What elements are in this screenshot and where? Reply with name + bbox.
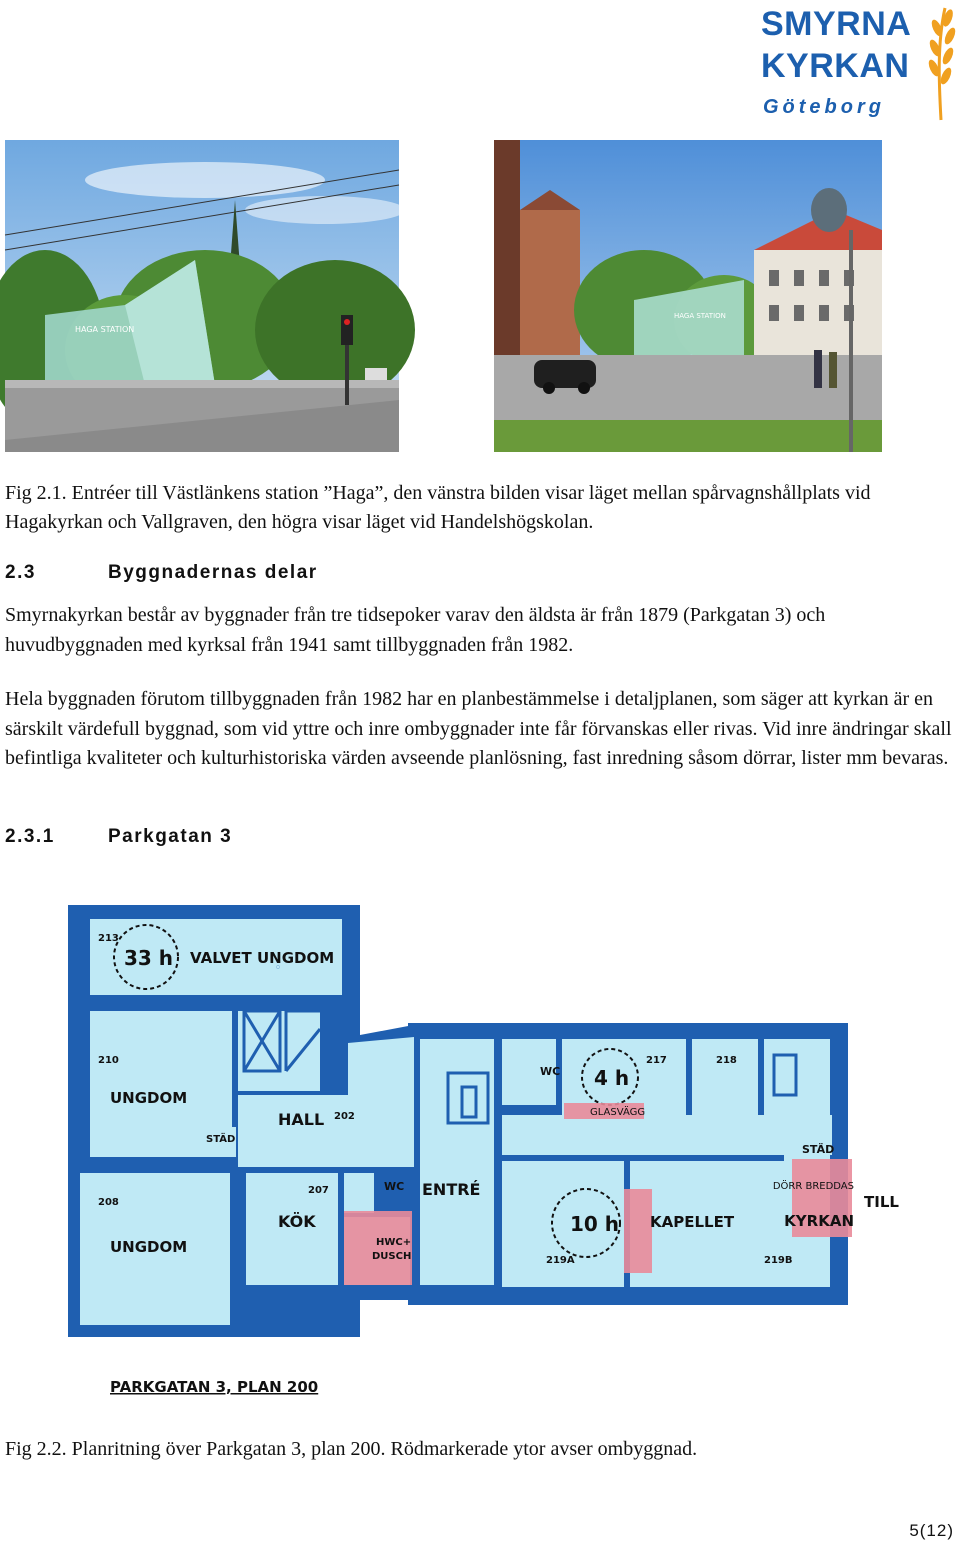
room-label-kapellet: KAPELLET: [650, 1213, 735, 1231]
room-label-ungdom-2: UNGDOM: [110, 1238, 188, 1256]
room-number-217: 217: [646, 1055, 667, 1066]
room-label-wc-1: WC: [384, 1180, 405, 1193]
fig-2-1-caption: Fig 2.1. Entréer till Västlänkens station ”Haga”, den vänstra bilden visar läget mellan spårvagnshållplats vid Hagakyrkan och Vallgraven, den högra visar läget vid Handelshögskolan.: [5, 482, 871, 533]
dorr-breddas-label: DÖRR BREDDAS: [772, 1181, 854, 1192]
room-label-valvet-ungdom: VALVET UNGDOM: [190, 949, 335, 967]
fig-2-2-caption: Fig 2.2. Planritning över Parkgatan 3, plan 200. Rödmarkerade ytor avser ombyggnad.: [5, 1438, 698, 1460]
room-label-stad-1: STÄD: [206, 1134, 236, 1145]
haga-station-sign-right: HAGA STATION: [674, 312, 726, 320]
subsection-number: 2.3.1: [5, 826, 55, 847]
section-heading: [5, 562, 318, 584]
room-label-kok: KÖK: [278, 1212, 316, 1231]
church-logo: [755, 4, 960, 124]
subsection-title: Parkgatan 3: [108, 826, 233, 847]
room-label-wc-2: WC: [540, 1065, 561, 1078]
glasvagg-label: GLASVÄGG: [590, 1107, 646, 1118]
room-label-dusch: DUSCH: [372, 1251, 412, 1262]
logo-text-kyrkan: KYRKAN: [761, 47, 910, 85]
hours-33-label: 33 h: [124, 946, 174, 970]
room-number-213: 213: [98, 933, 119, 944]
till-label: TILL: [864, 1193, 899, 1211]
paragraph-2: Hela byggnaden förutom tillbyggnaden från 1982 har en planbestämmelse i detaljplanen, som säger att kyrkan är en särskilt värdefull byggnad, som vid yttre och inre ombyggnader inte får förvanskas eller rivas. Vid inre ändringar skall befintliga kvaliteter och kulturhistoriska värden avseende planlösning, fast inredning såsom dörrar, lister mm bevaras.: [5, 688, 952, 769]
room-number-208: 208: [98, 1197, 119, 1208]
section-number: 2.3: [5, 562, 36, 583]
haga-station-sign-left: HAGA STATION: [75, 325, 135, 334]
paragraph-1: Smyrnakyrkan består av byggnader från tre tidsepoker varav den äldsta är från 1879 (Parkgatan 3) och huvudbyggnaden med kyrksal från 1941 samt tillbyggnaden från 1982.: [5, 604, 826, 656]
room-label-entre: ENTRÉ: [422, 1180, 481, 1199]
section-title: Byggnadernas delar: [108, 562, 318, 583]
hours-4-label: 4 h: [594, 1066, 630, 1090]
room-label-stad-2: STÄD: [802, 1143, 835, 1156]
logo-text-goteborg: Göteborg: [763, 96, 885, 118]
subsection-heading: [5, 826, 232, 848]
hours-10-label: 10 h: [570, 1212, 620, 1236]
photo-haga-station-handelshogskolan: [494, 140, 882, 452]
logo-text-smyrna: SMYRNA: [761, 5, 912, 43]
floor-plan: [68, 905, 899, 1400]
wheat-ear-icon: [923, 4, 959, 122]
room-number-219a: 219A: [546, 1255, 575, 1266]
room-number-219b: 219B: [764, 1255, 793, 1266]
room-number-202: 202: [334, 1111, 355, 1122]
room-number-218: 218: [716, 1055, 737, 1066]
photo-haga-station-vallgraven: [5, 140, 399, 452]
room-number-210: 210: [98, 1055, 119, 1066]
room-label-hall: HALL: [278, 1110, 325, 1129]
room-label-hwc: HWC+: [376, 1237, 412, 1248]
kyrkan-label: KYRKAN: [784, 1212, 854, 1230]
room-number-207: 207: [308, 1185, 329, 1196]
page-number: 5(12): [909, 1521, 954, 1540]
room-label-ungdom-1: UNGDOM: [110, 1089, 188, 1107]
floor-plan-title: PARKGATAN 3, PLAN 200: [110, 1378, 319, 1396]
